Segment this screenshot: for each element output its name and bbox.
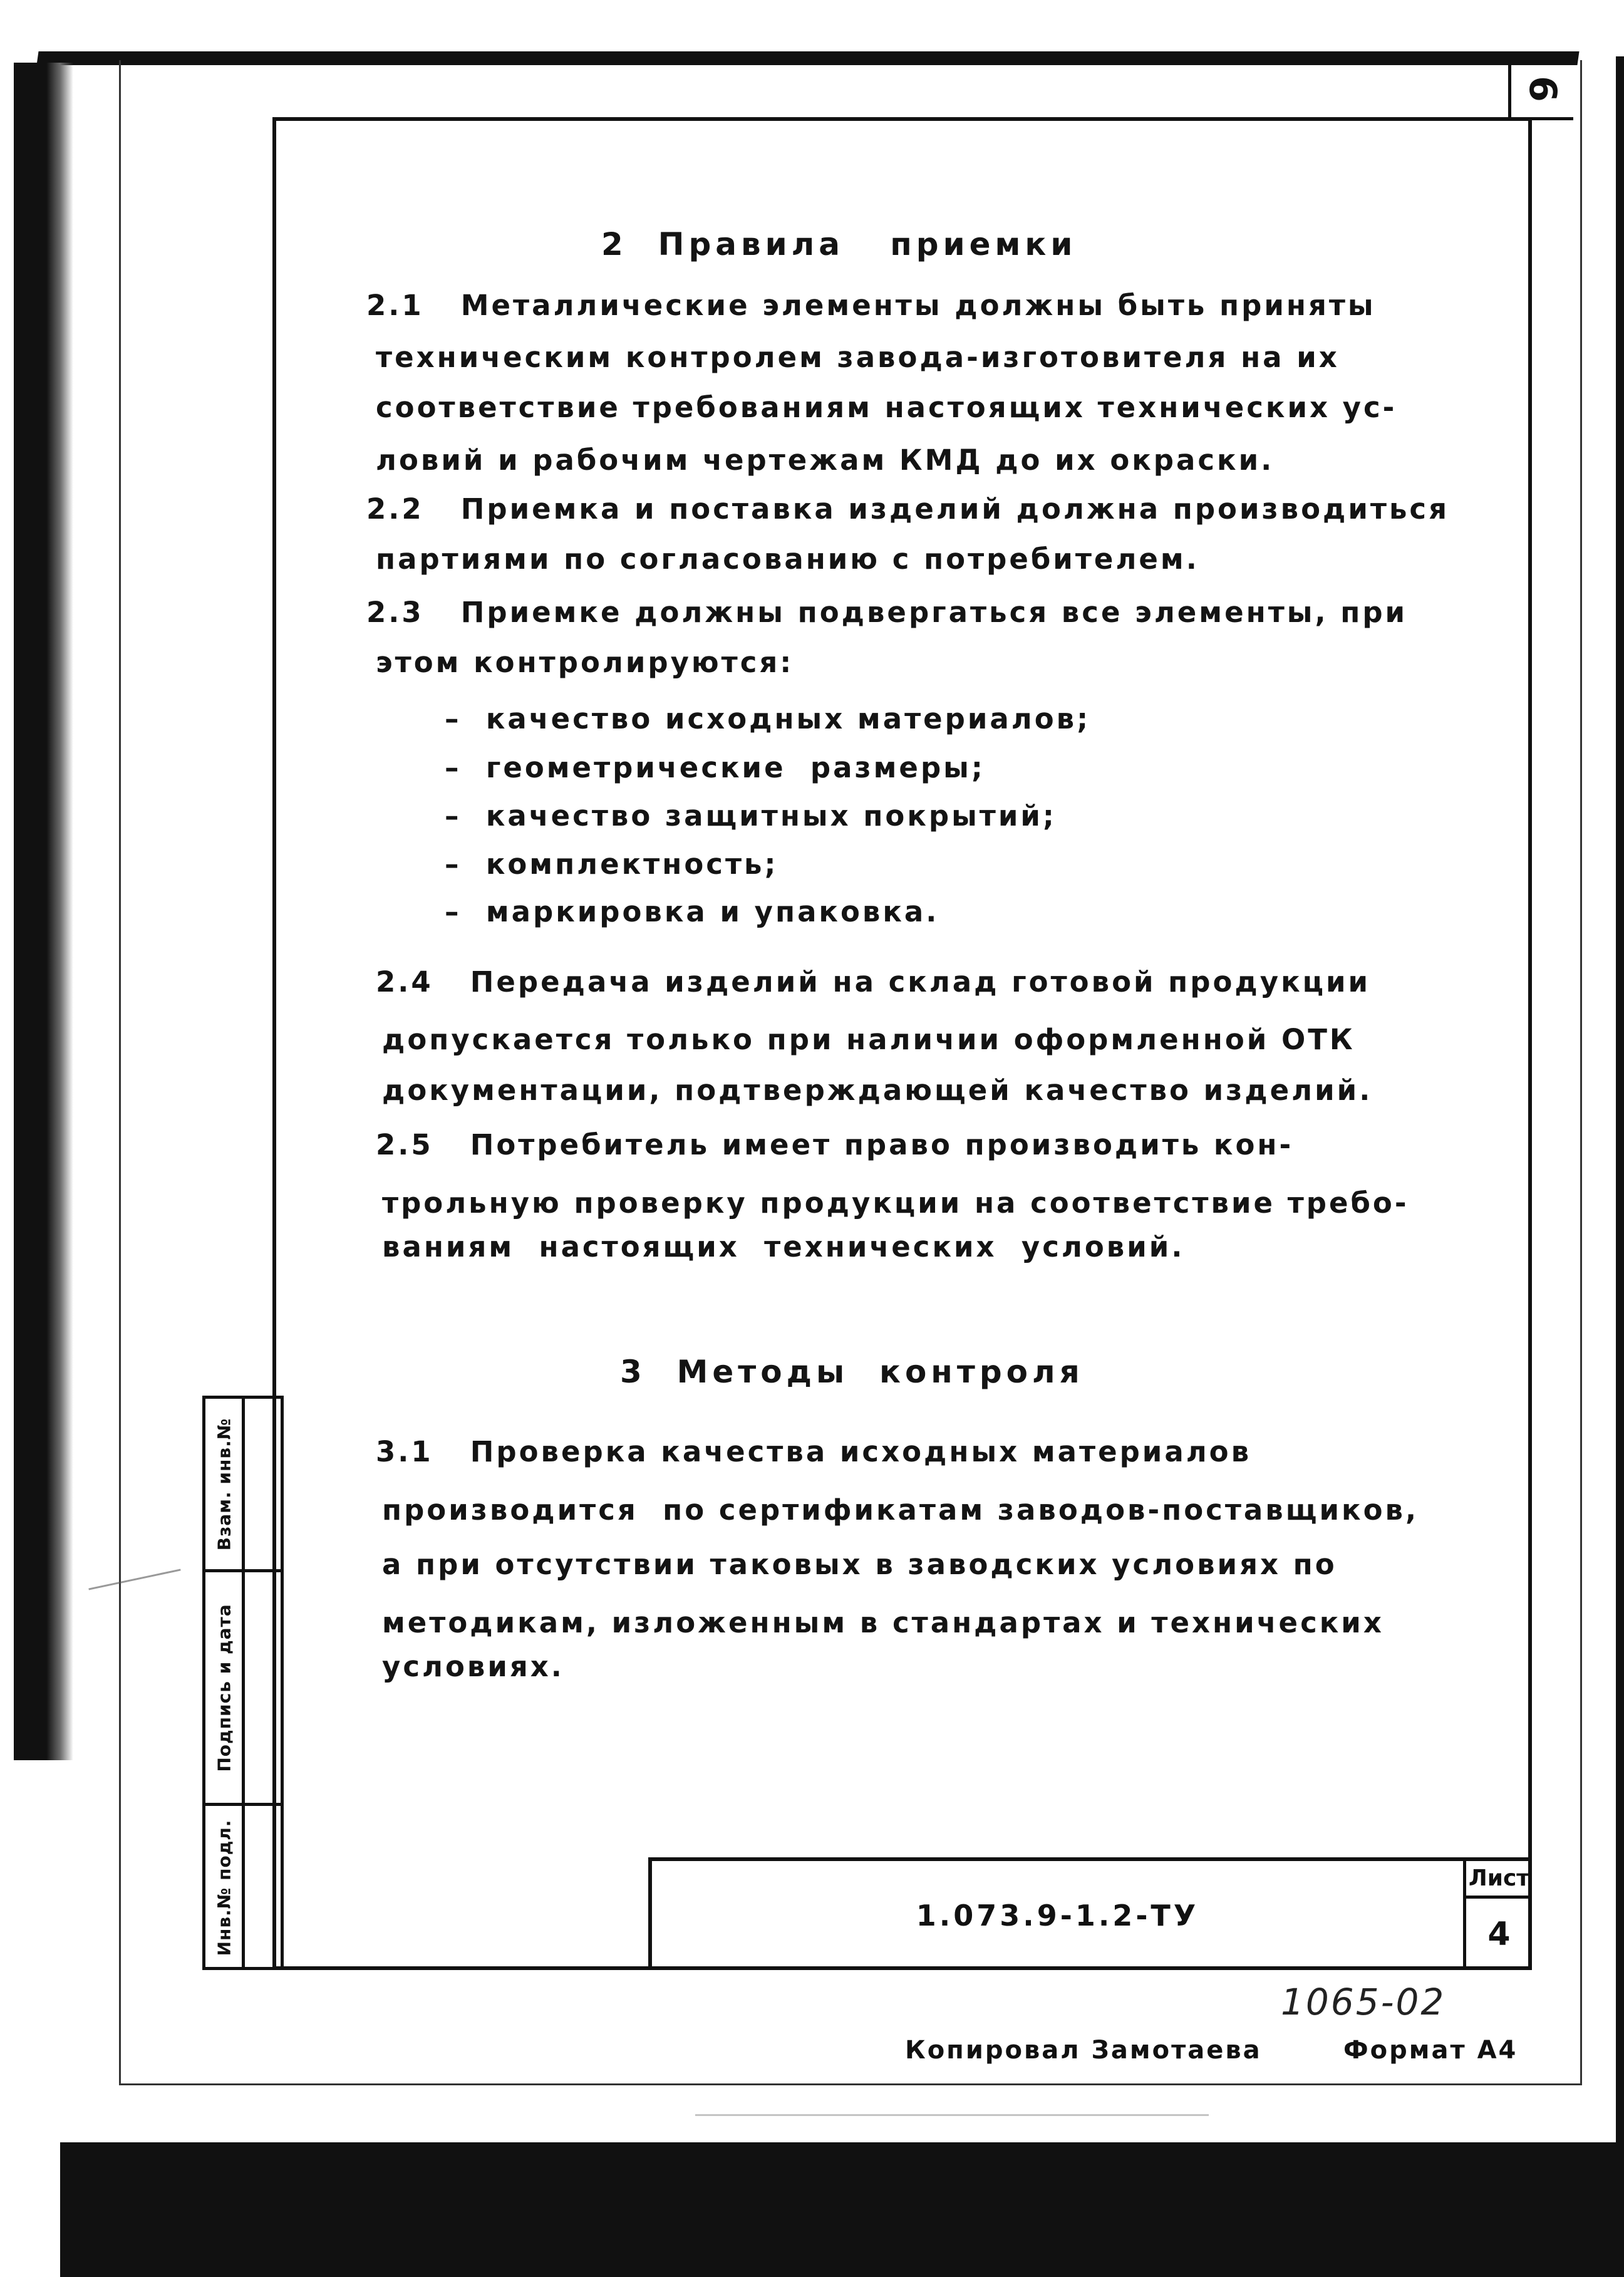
sheet-label: Лист: [1463, 1861, 1532, 1899]
stamp-field-original-inventory: [205, 1806, 243, 1969]
section-2-line-3: соответствие требованиям настоящих технических ус-: [376, 391, 1397, 424]
scan-shadow-left: [14, 63, 73, 1760]
stamp-field-signature-date-text: Подпись и дата: [214, 1603, 235, 1772]
title-block: [648, 1857, 1532, 1970]
section-2-line-11: документации, подтверждающей качество изделий.: [382, 1074, 1373, 1107]
section-2-line-8: этом контролируются:: [376, 646, 794, 679]
stamp-field-replaced-inventory: [205, 1399, 243, 1569]
bullet-item-1: – качество исходных материалов;: [445, 702, 1091, 735]
stamp-field-signature-date: [205, 1572, 243, 1803]
section-2-line-14: ваниям настоящих технических условий.: [382, 1230, 1185, 1263]
section-2-line-5: 2.2 Приемка и поставка изделий должна производиться: [366, 492, 1449, 526]
paper-format-note: Формат А4: [1343, 2036, 1518, 2065]
section-3-line-4: методикам, изложенным в стандартах и технических: [382, 1606, 1384, 1639]
corner-sheet-number: [1508, 60, 1573, 120]
section-2-line-1: 2.1 Металлические элементы должны быть приняты: [366, 289, 1376, 322]
sheet-number: 4: [1463, 1899, 1532, 1970]
scan-artifact-line: [695, 2114, 1209, 2116]
section-2-line-9: 2.4 Передача изделий на склад готовой продукции: [376, 965, 1371, 998]
section-3-heading: 3 Методы контроля: [620, 1354, 1084, 1390]
bullet-item-3: – качество защитных покрытий;: [445, 799, 1057, 832]
section-3-line-1: 3.1 Проверка качества исходных материалов: [376, 1435, 1252, 1468]
section-2-heading: 2 Правила приемки: [601, 226, 1077, 262]
section-2-line-7: 2.3 Приемке должны подвергаться все элементы, при: [366, 596, 1408, 629]
copied-by-note: Копировал Замотаева: [905, 2036, 1262, 2065]
section-2-line-6: партиями по согласованию с потребителем.: [376, 542, 1199, 576]
stamp-field-replaced-inventory-text: Взам. инв.№: [214, 1418, 235, 1550]
bullet-item-5: – маркировка и упаковка.: [445, 895, 939, 928]
section-3-line-3: а при отсутствии таковых в заводских условиях по: [382, 1548, 1337, 1581]
section-3-line-5: условиях.: [382, 1650, 564, 1683]
stamp-field-original-inventory-text: Инв.№ подл.: [214, 1819, 235, 1956]
handwritten-number: 1065-02: [1281, 1981, 1446, 2023]
section-3-line-2: производится по сертификатам заводов-поставщиков,: [382, 1493, 1419, 1527]
side-stamp-table: [202, 1396, 284, 1970]
section-2-line-12: 2.5 Потребитель имеет право производить кон-: [376, 1128, 1294, 1161]
corner-sheet-number-text: 6: [1520, 75, 1565, 102]
section-2-line-2: техническим контролем завода-изготовителя на их: [376, 341, 1340, 374]
document-code: 1.073.9-1.2-ТУ: [916, 1899, 1199, 1932]
scan-shadow-right: [1616, 56, 1624, 2277]
scan-shadow-bottom: [60, 2142, 1622, 2277]
section-2-line-10: допускается только при наличии оформленной ОТК: [382, 1023, 1355, 1056]
bullet-item-2: – геометрические размеры;: [445, 751, 985, 784]
section-2-line-4: ловий и рабочим чертежам КМД до их окраски.: [376, 443, 1275, 477]
section-2-line-13: трольную проверку продукции на соответствие требо-: [382, 1186, 1409, 1220]
bullet-item-4: – комплектность;: [445, 848, 778, 881]
